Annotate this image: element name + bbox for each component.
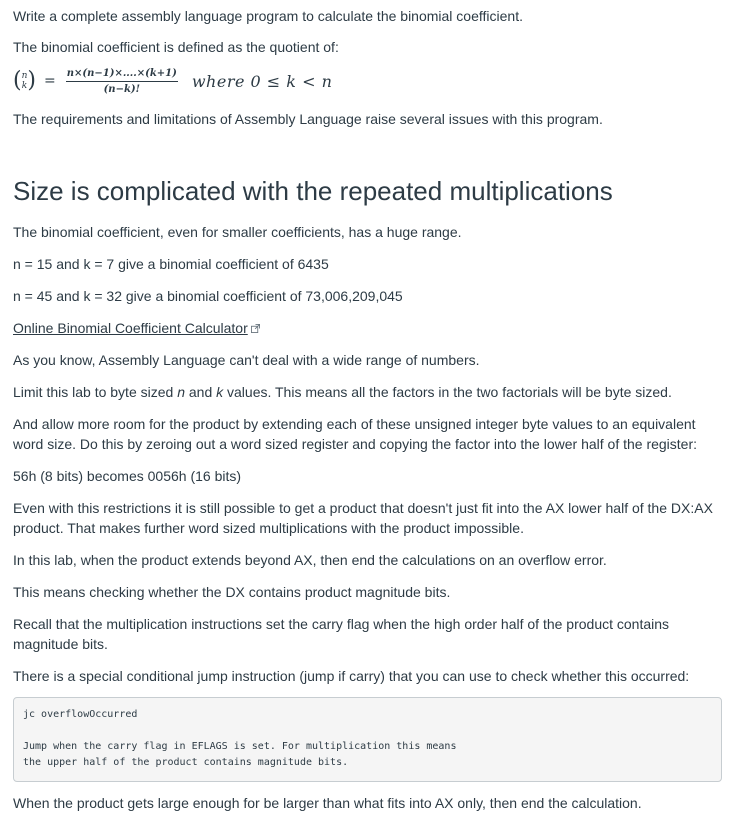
limit-paragraph bbox=[13, 382, 721, 402]
code-line-2: Jump when the carry flag in EFLAGS is set. For multiplication this means bbox=[23, 741, 457, 752]
extend-example: 56h (8 bits) becomes 0056h (16 bits) bbox=[13, 468, 242, 484]
extend-paragraph: And allow more room for the product by extending each of these unsigned integer byte values to an equivalent word size. Do this by zeroing out a word sized register and copying the factor into the lower half of the register: bbox=[13, 416, 698, 452]
requirements-paragraph: The requirements and limitations of Assembly Language raise several issues with this program. bbox=[13, 111, 603, 127]
check-paragraph: This means checking whether the DX contains product magnitude bits. bbox=[13, 584, 451, 600]
binomial-k: k bbox=[21, 81, 28, 91]
limit-text-b: and bbox=[184, 384, 217, 400]
calculator-link[interactable] bbox=[13, 320, 248, 336]
range-limit-paragraph: As you know, Assembly Language can't deal with a wide range of numbers. bbox=[13, 352, 480, 368]
code-block bbox=[13, 697, 722, 782]
binomial-n: n bbox=[21, 71, 28, 81]
formula-numerator: n×(n−1)×....×(k+1) bbox=[66, 68, 178, 82]
external-link-icon bbox=[251, 324, 260, 333]
range-paragraph: The binomial coefficient, even for smaller coefficients, has a huge range. bbox=[13, 224, 462, 240]
equals-sign: = bbox=[43, 73, 56, 89]
limit-text-c: values. This means all the factors in the two factorials will be byte sized. bbox=[223, 384, 672, 400]
section-heading: Size is complicated with the repeated multiplications bbox=[13, 176, 613, 206]
limit-n: n bbox=[177, 384, 185, 400]
binomial-formula bbox=[13, 63, 721, 99]
example-2: n = 45 and k = 32 give a binomial coefficient of 73,006,209,045 bbox=[13, 288, 403, 304]
formula-condition: where 0 ≤ k < n bbox=[191, 71, 333, 91]
limit-k: k bbox=[216, 384, 224, 400]
limit-text-a: Limit this lab to byte sized bbox=[13, 384, 178, 400]
example-1: n = 15 and k = 7 give a binomial coefficient of 6435 bbox=[13, 256, 329, 272]
special-paragraph: There is a special conditional jump instruction (jump if carry) that you can use to check whether this occurred: bbox=[13, 668, 690, 684]
formula-denominator: (n−k)! bbox=[103, 83, 140, 95]
calculator-link-text: Online Binomial Coefficient Calculator bbox=[13, 320, 248, 336]
code-line-3: the upper half of the product contains magnitude bits. bbox=[23, 757, 349, 768]
final-paragraph: When the product gets large enough for be larger than what fits into AX only, then end the calculation. bbox=[13, 795, 642, 811]
calculator-link-paragraph bbox=[13, 318, 721, 338]
binomial-symbol: ( n k ) bbox=[13, 68, 36, 93]
code-line-1: jc overflowOccurred bbox=[23, 709, 138, 720]
lab-paragraph: In this lab, when the product extends beyond AX, then end the calculations on an overflow error. bbox=[13, 552, 607, 568]
intro-paragraph-1: Write a complete assembly language program to calculate the binomial coefficient. bbox=[13, 8, 523, 24]
even-paragraph: Even with this restrictions it is still possible to get a product that doesn't just fit into the AX lower half of the DX:AX product. That makes further word sized multiplications with the product impossible. bbox=[13, 500, 713, 536]
formula-fraction bbox=[66, 68, 178, 95]
intro-paragraph-2: The binomial coefficient is defined as the quotient of: bbox=[13, 39, 339, 55]
recall-paragraph: Recall that the multiplication instructions set the carry flag when the high order half of the product contains magnitude bits. bbox=[13, 616, 670, 652]
